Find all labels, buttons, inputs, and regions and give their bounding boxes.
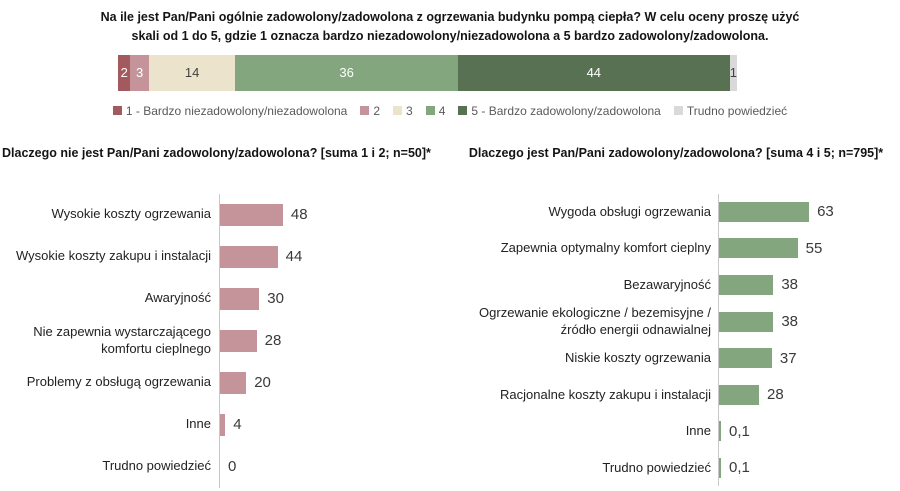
category-label: Problemy z obsługą ogrzewania: [26, 374, 211, 390]
value-label: 0,1: [729, 459, 750, 477]
legend-swatch: [426, 106, 435, 115]
value-label: 63: [817, 203, 834, 221]
value-label: 30: [267, 290, 284, 307]
bar-row: [452, 303, 900, 340]
charts-row: [0, 146, 900, 488]
bar-row: [452, 376, 900, 413]
category-label: Nie zapewnia wystarczającego komfortu cieplnego: [33, 324, 211, 356]
stacked-segment: 44: [458, 55, 730, 91]
bar-row: [0, 278, 452, 320]
bar-row: [452, 340, 900, 377]
bar: [220, 204, 283, 226]
category-label: Zapewnia optymalny komfort cieplny: [500, 240, 711, 256]
bar-row: [0, 446, 452, 488]
bar: [719, 385, 759, 405]
bar: [220, 288, 259, 310]
value-label: 48: [290, 206, 308, 223]
stacked-segment: 14: [149, 55, 236, 91]
bar: [719, 238, 798, 258]
category-label: Bezawaryjność: [623, 276, 711, 292]
bar-area: [219, 404, 452, 446]
value-label: 20: [254, 374, 271, 391]
bar-area: [718, 267, 900, 304]
category-label: Inne: [185, 416, 211, 432]
legend-item: [360, 104, 380, 118]
category-label: Awaryjność: [144, 290, 211, 306]
bar-area: [718, 450, 900, 487]
bar: [220, 330, 257, 352]
legend-item: [458, 104, 660, 118]
bar-row: [0, 194, 452, 236]
bar-row: [452, 230, 900, 267]
legend-label: 2: [373, 103, 381, 118]
bar-row: [452, 194, 900, 231]
stacked-segment: 1: [730, 55, 737, 91]
stacked-segment: 3: [130, 55, 149, 91]
bar-row: [452, 450, 900, 487]
satisfaction-chart: [452, 146, 900, 488]
legend-label: 4: [438, 103, 446, 118]
bar: [719, 421, 721, 441]
category-label: Inne: [685, 423, 711, 439]
legend-item: [674, 104, 787, 118]
value-label: 55: [805, 239, 823, 257]
legend-item: [113, 104, 347, 118]
bar-area: [718, 230, 900, 267]
bar: [719, 275, 773, 295]
category-label: Trudno powiedzieć: [602, 459, 711, 475]
value-label: 38: [781, 313, 799, 331]
legend: [0, 104, 900, 118]
value-label: 4: [233, 416, 242, 433]
bar-area: [718, 194, 900, 231]
dissatisfaction-chart: [0, 146, 452, 488]
bar-area: [718, 340, 900, 377]
satisfaction-bars: [452, 194, 900, 487]
bar-area: [718, 413, 900, 450]
bar-row: [0, 236, 452, 278]
survey-question-title: Na ile jest Pan/Pani ogólnie zadowolony/zadowolona z ogrzewania budynku pompą ciepła? W celu oceny proszę użyć skali od 1 do 5, gdzie 1 oznacza bardzo niezadowolony/niezadowolona a 5 bardzo zadowolony/zadowolona.: [100, 10, 800, 43]
category-label: Wysokie koszty zakupu i instalacji: [16, 248, 211, 264]
value-label: 28: [767, 386, 784, 404]
legend-label: 1 - Bardzo niezadowolony/niezadowolona: [125, 103, 348, 118]
value-label: 0: [228, 458, 237, 475]
bar-area: [219, 362, 452, 404]
bar-area: [219, 446, 452, 488]
category-label: Wysokie koszty ogrzewania: [51, 206, 211, 222]
legend-label: 3: [406, 103, 413, 118]
stacked-segment: 2: [118, 55, 130, 91]
bar-row: [452, 413, 900, 450]
legend-swatch: [113, 106, 122, 115]
legend-label: 5 - Bardzo zadowolony/zadowolona: [471, 103, 661, 118]
bar-area: [219, 278, 452, 320]
value-label: 44: [285, 248, 303, 265]
satisfaction-chart-title: Dlaczego jest Pan/Pani zadowolony/zadowolona? [suma 4 i 5; n=795]*: [468, 145, 884, 160]
bar-area: [219, 236, 452, 278]
legend-swatch: [674, 106, 683, 115]
category-label: Trudno powiedzieć: [102, 458, 211, 474]
legend-swatch: [360, 106, 369, 115]
bar-row: [452, 267, 900, 304]
bar-row: [0, 362, 452, 404]
category-label: Wygoda obsługi ogrzewania: [548, 203, 711, 219]
category-label: Racjonalne koszty zakupu i instalacji: [500, 386, 711, 402]
category-label: Niskie koszty ogrzewania: [565, 350, 711, 366]
bar: [220, 372, 246, 394]
bar-area: [718, 376, 900, 413]
legend-item: [426, 104, 446, 118]
bar: [220, 414, 225, 436]
bar-area: [718, 303, 900, 340]
bar-row: [0, 320, 452, 362]
bar-area: [219, 194, 452, 236]
legend-item: [393, 104, 413, 118]
satisfaction-stacked-bar: [118, 55, 737, 91]
dissatisfaction-chart-title: Dlaczego nie jest Pan/Pani zadowolony/zadowolona? [suma 1 i 2; n=50]*: [2, 145, 431, 160]
value-label: 28: [264, 332, 282, 349]
value-label: 37: [779, 349, 797, 367]
bar-row: [0, 404, 452, 446]
dissatisfaction-bars: [0, 194, 452, 488]
legend-swatch: [458, 106, 467, 115]
bar: [719, 202, 809, 222]
value-label: 38: [781, 276, 799, 294]
stacked-segment: 36: [235, 55, 457, 91]
category-label: Ogrzewanie ekologiczne / bezemisyjne / źródło energii odnawialnej: [479, 305, 711, 337]
bar: [719, 348, 772, 368]
bar: [220, 246, 278, 268]
value-label: 0,1: [729, 422, 750, 440]
bar-area: [219, 320, 452, 362]
bar: [719, 458, 721, 478]
bar: [719, 312, 773, 332]
legend-swatch: [393, 106, 402, 115]
legend-label: Trudno powiedzieć: [686, 103, 788, 118]
